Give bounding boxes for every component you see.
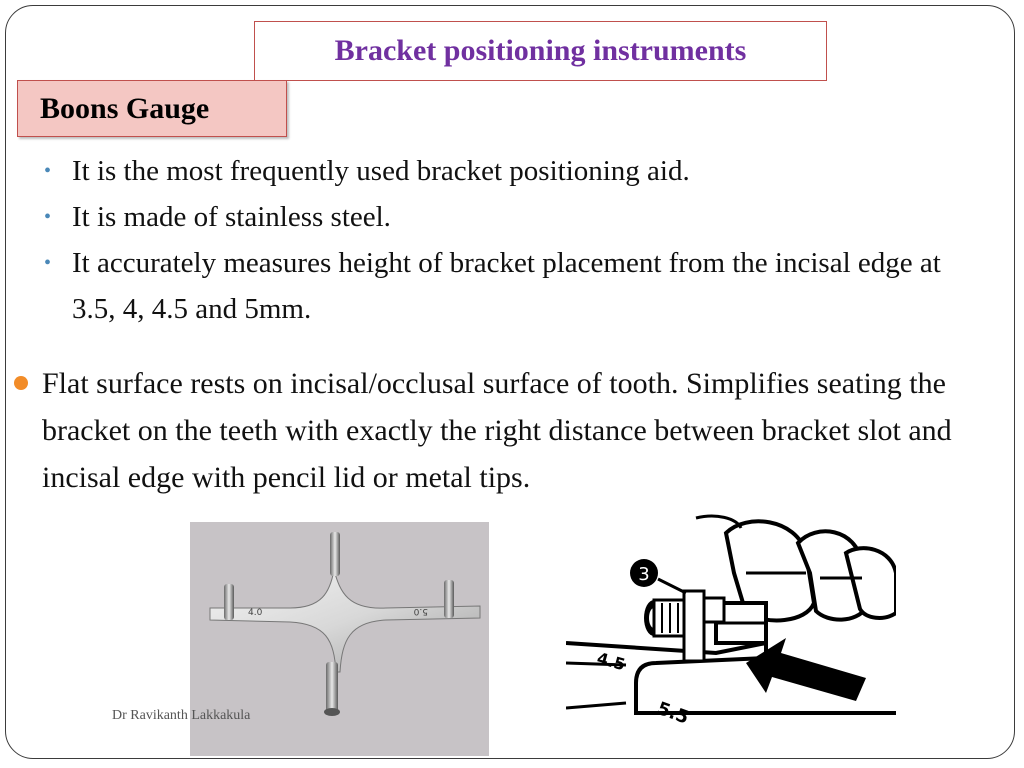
- gauge-on-teeth-drawing: [566, 513, 896, 739]
- drawing-callout-number: 3: [638, 564, 650, 585]
- sub-bullet-text: It accurately measures height of bracket placement from the incisal edge at 3.5, 4, 4.5 and 5mm.: [72, 247, 941, 325]
- subtitle-text: Boons Gauge: [40, 91, 210, 125]
- sub-bullet-item: [44, 240, 964, 332]
- subtitle-box: [17, 80, 287, 137]
- footer-author: Dr Ravikanth Lakkakula: [112, 708, 251, 723]
- slide-title: [254, 21, 827, 81]
- photo-label-right: 5.0: [413, 606, 428, 616]
- slide-title-text: Bracket positioning instruments: [334, 34, 747, 67]
- main-bullet-text: Flat surface rests on incisal/occlusal surface of tooth. Simplifies seating the bracket on the teeth with exactly the right distance between bracket slot and incisal edge with pencil lid or metal tips.: [42, 367, 952, 494]
- drawing-label-1: 4.5: [594, 648, 628, 675]
- sub-bullet-list: [44, 148, 964, 332]
- bullet-dot-icon: •: [44, 252, 52, 274]
- sub-bullet-item: [44, 194, 964, 240]
- bullet-dot-icon: •: [44, 206, 52, 228]
- drawing-label-2: 5.5: [654, 697, 692, 729]
- bullet-dot-icon: [14, 376, 28, 390]
- sub-bullet-item: [44, 148, 964, 194]
- photo-label-left: 4.0: [248, 608, 263, 618]
- bullet-dot-icon: •: [44, 160, 52, 182]
- main-bullet: [14, 360, 954, 501]
- sub-bullet-text: It is the most frequently used bracket positioning aid.: [72, 155, 690, 187]
- sub-bullet-text: It is made of stainless steel.: [72, 201, 391, 233]
